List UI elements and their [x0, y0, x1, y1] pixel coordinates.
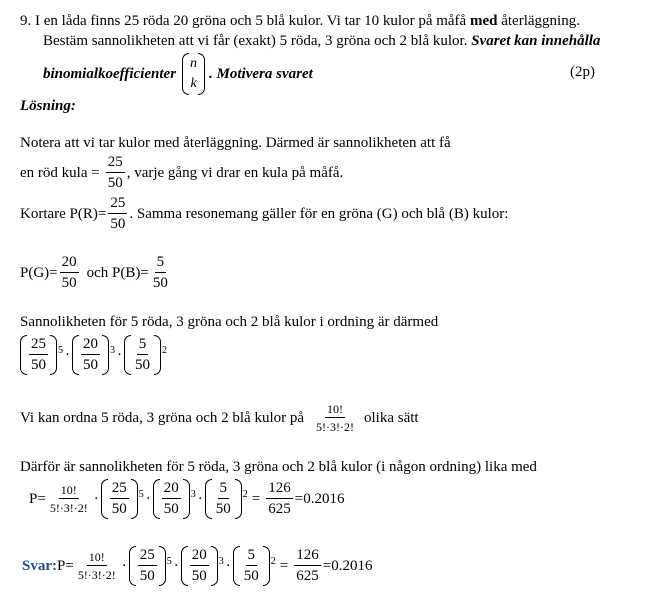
- fraction-pg: $\frac{20}{50}$: [61, 254, 77, 291]
- problem-line-3: binomialkoefficienter n k . Motivera svaret: [43, 52, 313, 96]
- paragraph-pg-pb: P(G)= $\frac{20}{50}$ och P(B)= $\frac{5}{50}$: [20, 254, 168, 291]
- answer-label: Svar:: [22, 558, 57, 574]
- paragraph-5: Vi kan ordna 5 röda, 3 gröna och 2 blå kulor på $\frac{10!}{5!\cdot 3!\cdot 2!}$ olika sätt: [20, 402, 419, 434]
- full-probability-expression: P= $\frac{10!}{5!\cdot 3!\cdot 2!}$ · $\frac{25}{50}$ $^5$ · $\frac{20}{50}$ $^3$ · $\frac{5}{50}$ $^2$ = $\frac{126}{625}$ =0.2016: [29, 480, 345, 517]
- fraction-arrangements: $\frac{10!}{5!\cdot 3!\cdot 2!}$: [316, 402, 355, 434]
- fraction-pb: $\frac{5}{50}$: [152, 254, 168, 291]
- ordered-probability-expression: $\frac{25}{50}$ $^5$ · $\frac{20}{50}$ $^3$ · $\frac{5}{50}$ $^2$: [20, 332, 167, 378]
- paragraph-1: Notera att vi tar kulor med återläggning. Därmed är sannolikheten att få: [20, 135, 451, 151]
- solution-heading: Lösning:: [20, 98, 76, 114]
- paragraph-3: Kortare P(R)= $\frac{25}{50}$ . Samma resonemang gäller för en gröna (G) och blå (B) kulor:: [20, 195, 509, 232]
- fraction-red: $\frac{25}{50}$: [107, 154, 123, 191]
- paragraph-2: en röd kula = $\frac{25}{50}$ , varje gång vi drar en kula på måfå.: [20, 154, 344, 191]
- fraction-pr: $\frac{25}{50}$: [110, 195, 126, 232]
- points: (2p): [570, 64, 595, 80]
- binomial-coefficient: n k: [182, 53, 205, 95]
- problem-line-2: Bestäm sannolikheten att vi får (exakt) 5 röda, 3 gröna och 2 blå kulor. Svaret kan innehålla: [43, 33, 601, 49]
- problem-number: 9.: [20, 13, 32, 29]
- problem-line-1: 9. I en låda finns 25 röda 20 gröna och 5 blå kulor. Vi tar 10 kulor på måfå med återläggning.: [20, 13, 580, 29]
- paragraph-6: Därför är sannolikheten för 5 röda, 3 gröna och 2 blå kulor (i någon ordning) lika med: [20, 459, 537, 475]
- paragraph-4: Sannolikheten för 5 röda, 3 gröna och 2 blå kulor i ordning är därmed: [20, 314, 439, 330]
- answer-expression: Svar: P= $\frac{10!}{5!\cdot 3!\cdot 2!}$ · $\frac{25}{50}$ $^5$ · $\frac{20}{50}$ $^3$ · $\frac{5}{50}$ $^2$ = $\frac{126}{625}$ =0.2016: [22, 547, 373, 584]
